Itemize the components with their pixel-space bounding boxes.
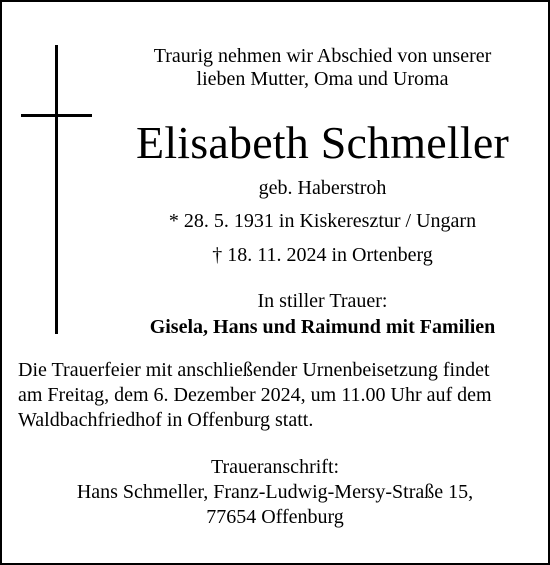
- address-line-1: Hans Schmeller, Franz-Ludwig-Mersy-Straße 15,: [76, 481, 474, 503]
- cross-horizontal-bar: [21, 114, 92, 117]
- mourners-names: Gisela, Hans und Raimund mit Familien: [149, 316, 496, 338]
- mourners-heading: In stiller Trauer:: [257, 290, 388, 312]
- deceased-name: Elisabeth Schmeller: [136, 117, 509, 168]
- intro-line-2: lieben Mutter, Oma und Uroma: [196, 68, 449, 90]
- address-heading: Traueranschrift:: [210, 456, 340, 478]
- birth-date: * 28. 5. 1931 in Kiskeresztur / Ungarn: [168, 210, 477, 232]
- maiden-name: geb. Haberstroh: [258, 177, 387, 199]
- funeral-line-3: Waldbachfriedhof in Offenburg statt.: [18, 409, 314, 431]
- death-date: † 18. 11. 2024 in Ortenberg: [212, 244, 433, 266]
- cross-vertical-bar: [55, 45, 58, 334]
- funeral-line-1: Die Trauerfeier mit anschließender Urnenbeisetzung findet: [18, 359, 490, 381]
- address-line-2: 77654 Offenburg: [206, 506, 344, 528]
- funeral-line-2: am Freitag, dem 6. Dezember 2024, um 11.00 Uhr auf dem: [18, 384, 492, 406]
- intro-line-1: Traurig nehmen wir Abschied von unserer: [153, 45, 492, 67]
